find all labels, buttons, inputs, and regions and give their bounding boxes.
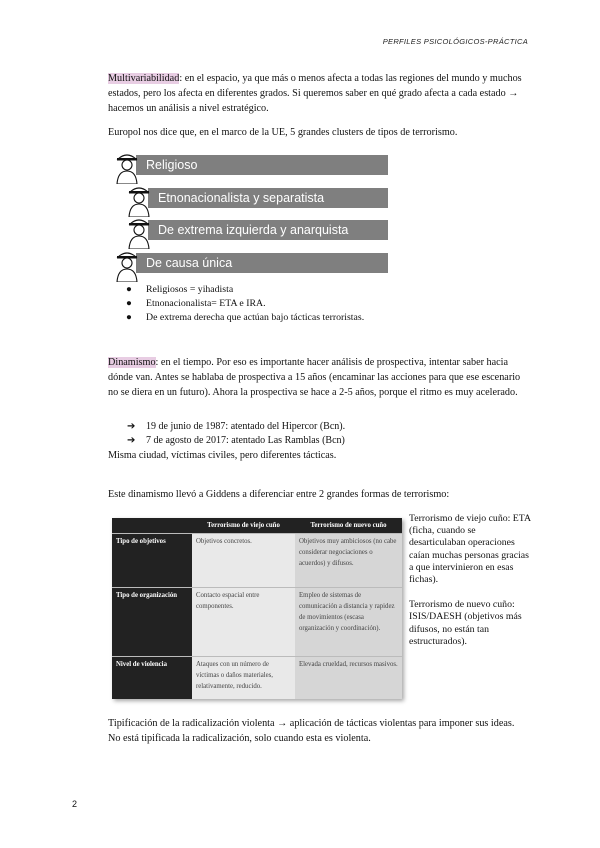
side-note-nuevo: Terrorismo de nuevo cuño: ISIS/DAESH (objetivos más difusos, no están tan estructurados). [409,599,522,647]
cluster-bar-causa-unica: De causa única [136,253,388,273]
clusters-diagram [112,150,388,282]
page-header: PERFILES PSICOLÓGICOS-PRÁCTICA [382,37,528,46]
table-cell: Objetivos concretos. [192,534,295,588]
table-cell: Contacto espacial entre componentes. [192,588,295,657]
row-header: Tipo de organización [112,588,192,657]
table-header-row [112,518,402,534]
dinamismo-paragraph [108,355,528,400]
list-item: ● Etnonacionalista= ETA e IRA. [126,298,266,309]
giddens-intro: Este dinamismo llevó a Giddens a diferenciar entre 2 grandes formas de terrorismo: [108,489,450,500]
dinamismo-text: : en el tiempo. Por eso es importante hacer análisis de prospectiva, intentar saber hacia dónde van. Antes se hablaba de prospectiva a 15 años (encaminar las acciones para que ese escenario no se diera en un futuro). Ahora la prospectiva se hace a 2-5 años, porque el ritmo es muy acelerado. [108,357,521,398]
row-header: Nivel de violencia [112,657,192,699]
europol-paragraph: Europol nos dice que, en el marco de la UE, 5 grandes clusters de tipos de terrorismo. [108,127,458,138]
arrow-icon: ➔ [127,421,136,432]
page-number: 2 [72,799,78,809]
table-cell: Objetivos muy ambiciosos (no cabe considerar negociaciones o acuerdos) y difusos. [295,534,402,588]
table-row [112,657,402,699]
list-item: ➔ 7 de agosto de 2017: atentado Las Ramblas (Bcn) [127,435,345,446]
events-list [108,420,345,448]
side-notes [409,513,533,648]
cluster-bar-etnonacionalista: Etnonacionalista y separatista [148,188,388,208]
table-cell: Elevada crueldad, recursos masivos. [295,657,402,699]
row-header: Tipo de objetivos [112,534,192,588]
list-item: ➔ 19 de junio de 1987: atentado del Hipercor (Bcn). [127,421,346,432]
figure-icon [112,150,142,184]
bullet-icon: ● [126,298,132,309]
table-header-cell [112,518,192,534]
multivariabilidad-paragraph [108,71,528,116]
cluster-bar-religioso: Religioso [136,155,388,175]
multivariabilidad-term: Multivariabilidad [108,73,180,84]
arrow-icon: ➔ [127,435,136,446]
figure-icon [124,215,154,249]
list-item: ● De extrema derecha que actúan bajo tácticas terroristas. [126,312,365,323]
bullet-icon: ● [126,312,132,323]
bullet-icon: ● [126,284,132,295]
multivariabilidad-text: : en el espacio, ya que más o menos afecta a todas las regiones del mundo y muchos estados, pero los afecta en diferentes grados. Si queremos saber en qué grado afecta a cada estado → hacemos un análisis a nivel estratégico. [108,73,522,114]
tipificacion-paragraph: Tipificación de la radicalización violenta → aplicación de tácticas violentas para imponer sus ideas. No está tipificada la radicalización, solo cuando esta es violenta. [108,718,515,744]
table-cell: Empleo de sistemas de comunicación a distancia y rapidez de movimientos (escasa organización y coordinación). [295,588,402,657]
bullet-list [110,283,364,325]
figure-icon [124,183,154,217]
table-header-cell: Terrorismo de viejo cuño [192,518,295,534]
terrorism-comparison-table [112,518,402,699]
misma-ciudad-text: Misma ciudad, víctimas civiles, pero diferentes tácticas. [108,450,337,461]
dinamismo-term: Dinamismo [108,357,156,368]
table-cell: Ataques con un número de víctimas o daños materiales, relativamente, reducido. [192,657,295,699]
table-row [112,534,402,588]
table-row [112,588,402,657]
figure-icon [112,248,142,282]
side-note-viejo: Terrorismo de viejo cuño: ETA (ficha, cuando se desarticulaban operaciones caían muchas personas gracias a que intervinieron en esas fichas). [409,513,531,586]
list-item: ● Religiosos = yihadista [126,284,234,295]
cluster-bar-extrema-izquierda: De extrema izquierda y anarquista [148,220,388,240]
table-header-cell: Terrorismo de nuevo cuño [295,518,402,534]
